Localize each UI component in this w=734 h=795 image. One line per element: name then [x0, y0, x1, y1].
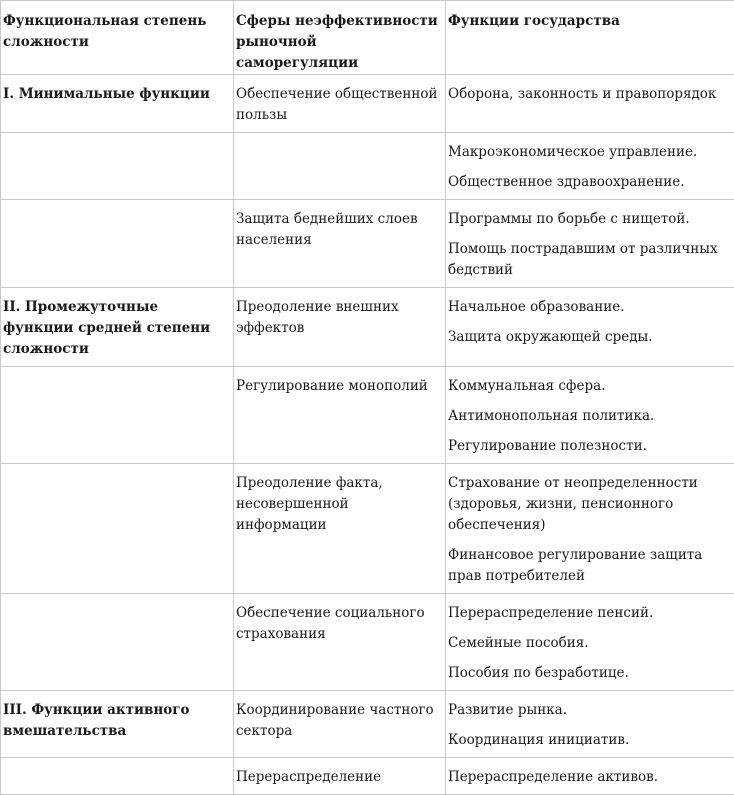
functions-cell	[446, 75, 734, 133]
header-state-functions: Функции государства	[446, 1, 734, 75]
function-item: Финансовое регулирование защита прав потребителей	[448, 545, 732, 587]
table-row	[1, 200, 734, 288]
table-row	[1, 133, 734, 200]
table-row	[1, 594, 734, 691]
functions-cell	[446, 691, 734, 758]
table-header-row	[1, 1, 734, 75]
level-cell	[1, 594, 234, 691]
table-row	[1, 367, 734, 464]
sphere-cell: Преодоление внешних эффектов	[234, 288, 446, 367]
table-row	[1, 75, 734, 133]
level-cell: III. Функции активного вмешательства	[1, 691, 234, 758]
function-item: Координация инициатив.	[448, 730, 732, 751]
table-row	[1, 691, 734, 758]
level-cell: I. Минимальные функции	[1, 75, 234, 133]
sphere-cell: Обеспечение социального страхования	[234, 594, 446, 691]
level-cell	[1, 133, 234, 200]
table-row	[1, 464, 734, 594]
sphere-cell: Перераспределение	[234, 758, 446, 795]
function-item: Регулирование полезности.	[448, 436, 732, 457]
sphere-cell: Обеспечение общественной пользы	[234, 75, 446, 133]
sphere-cell: Координирование частного сектора	[234, 691, 446, 758]
function-item: Антимонопольная политика.	[448, 406, 732, 427]
function-item: Начальное образование.	[448, 297, 732, 318]
level-cell: II. Промежуточные функции средней степени сложности	[1, 288, 234, 367]
function-item: Помощь пострадавшим от различных бедствий	[448, 239, 732, 281]
functions-cell	[446, 200, 734, 288]
level-cell	[1, 758, 234, 795]
function-item: Развитие рынка.	[448, 700, 732, 721]
functions-cell	[446, 133, 734, 200]
function-item: Общественное здравоохранение.	[448, 172, 732, 193]
functions-cell	[446, 288, 734, 367]
function-item: Страхование от неопределенности (здоровья, жизни, пенсионного обеспечения)	[448, 473, 732, 536]
functions-cell	[446, 758, 734, 795]
functions-cell	[446, 464, 734, 594]
sphere-cell: Регулирование монополий	[234, 367, 446, 464]
function-item: Макроэкономическое управление.	[448, 142, 732, 163]
sphere-cell: Защита беднейших слоев населения	[234, 200, 446, 288]
function-item: Перераспределение пенсий.	[448, 603, 732, 624]
level-cell	[1, 200, 234, 288]
function-item: Оборона, законность и правопорядок	[448, 84, 732, 105]
level-cell	[1, 464, 234, 594]
sphere-cell: Преодоление факта, несовершенной информации	[234, 464, 446, 594]
level-cell	[1, 367, 234, 464]
function-item: Пособия по безработице.	[448, 663, 732, 684]
table-row	[1, 758, 734, 795]
header-market-failures: Сферы неэффективности рыночной саморегуляции	[234, 1, 446, 75]
function-item: Защита окружающей среды.	[448, 327, 732, 348]
sphere-cell	[234, 133, 446, 200]
function-item: Перераспределение активов.	[448, 767, 732, 788]
function-item: Семейные пособия.	[448, 633, 732, 654]
function-item: Программы по борьбе с нищетой.	[448, 209, 732, 230]
functions-cell	[446, 367, 734, 464]
function-item: Коммунальная сфера.	[448, 376, 732, 397]
functions-cell	[446, 594, 734, 691]
header-complexity: Функциональная степень сложности	[1, 1, 234, 75]
table-row	[1, 288, 734, 367]
